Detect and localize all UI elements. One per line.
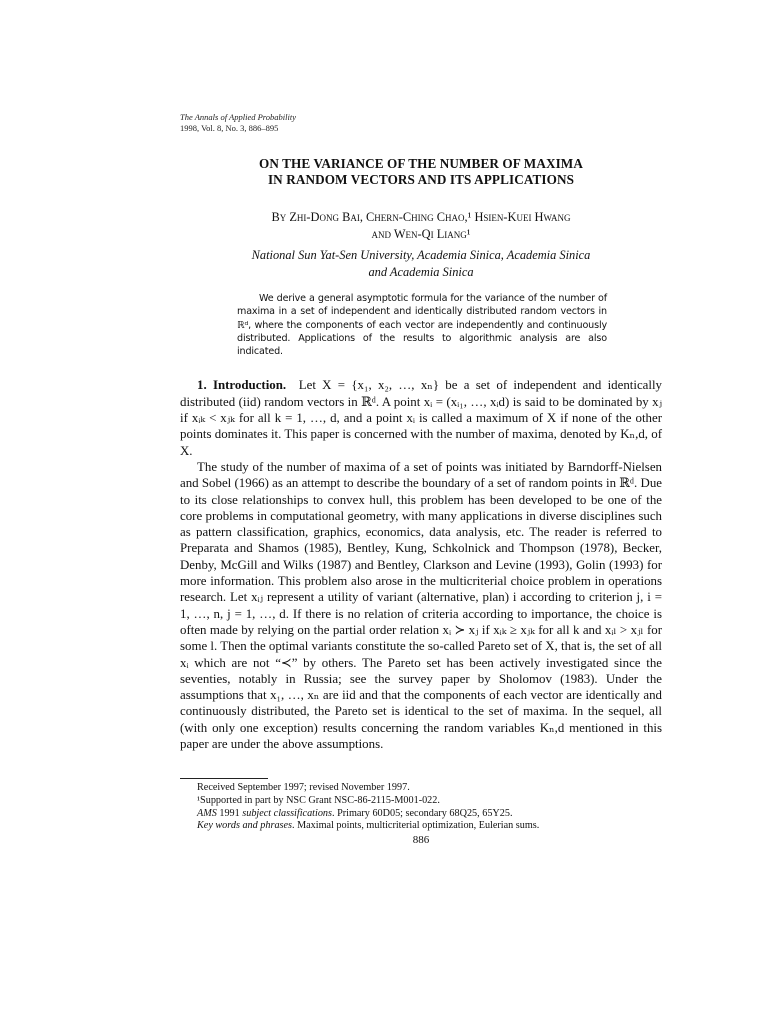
footnote-rule [180,778,268,779]
paragraph-1-text: Let X = {x₁, x₂, …, xₙ} be a set of independent and identically distributed (iid) random vectors in ℝᵈ. A point xᵢ = (xᵢ₁, …, xᵢd) is said to be dominated by xⱼ if xᵢₖ < xⱼₖ for all k = 1, …, d, and a point xᵢ is called a maximum of X if none of the other points dominates it. This paper is concerned with the number of maxima, denoted by Kₙ,d, of X. [180,378,662,458]
affiliation-line-2: and Academia Sinica [368,265,474,279]
paragraph-1 [180,377,662,458]
page-number: 886 [412,833,430,846]
introduction-section [180,377,662,752]
ams-label-2: subject classifications [242,807,332,819]
footnotes [180,782,662,832]
section-heading: 1. Introduction. [197,378,287,393]
journal-volume: 1998, Vol. 8, No. 3, 886–895 [180,123,279,133]
received-note: Received September 1997; revised November 1997. [197,782,410,794]
author-list [180,209,662,243]
authors-line-1: By Zhi-Dong Bai, Chern-Ching Chao,¹ Hsien-Kuei Hwang [271,210,571,224]
abstract: We derive a general asymptotic formula for the variance of the number of maxima in a set of independent and identically distributed random vectors in ℝᵈ, where the components of each vector are independently and continuously distributed. Applications of the results to algorithmic analysis are also indicated. [237,293,607,358]
keywords-label: Key words and phrases [197,820,292,832]
ams-classification [197,808,662,821]
keywords [197,820,662,833]
paper-title [180,156,662,188]
title-line-1: ON THE VARIANCE OF THE NUMBER OF MAXIMA [259,156,583,171]
ams-text: . Primary 60D05; secondary 68Q25, 65Y25. [331,807,513,819]
title-line-2: IN RANDOM VECTORS AND ITS APPLICATIONS [267,172,575,187]
ams-label: AMS [197,807,217,819]
journal-header [180,112,662,134]
affiliation [180,247,662,281]
authors-line-2: and Wen-Qi Liang¹ [371,227,471,241]
paper-page [180,112,662,846]
keywords-text: . Maximal points, multicriterial optimization, Eulerian sums. [292,820,540,832]
journal-name: The Annals of Applied Probability [180,112,297,122]
affiliation-line-1: National Sun Yat-Sen University, Academia Sinica, Academia Sinica [251,248,591,262]
paragraph-2: The study of the number of maxima of a set of points was initiated by Barndorff-Nielsen and Sobel (1966) as an attempt to describe the boundary of a set of random points in ℝᵈ. Due to its close relationships to convex hull, this problem has been developed to be one of the core problems in computational geometry, with many applications in diverse disciplines such as pattern classification, graphics, economics, data analysis, etc. The reader is referred to Preparata and Shamos (1985), Bentley, Kung, Schkolnick and Thompson (1978), Becker, Denby, McGill and Wilks (1987) and Bentley, Clarkson and Levine (1993), Golin (1993) for more information. This problem also arose in the multicriterial choice problem in operations research. Let xᵢⱼ represent a utility of variant (alternative, plan) i according to criterion j, i = 1, …, n, j = 1, …, d. If there is no relation of criteria according to importance, the choice is often made by relying on the partial order relation xᵢ ≻ xⱼ if xᵢₖ ≥ xⱼₖ for all k and xᵢₗ > xⱼₗ for some l. Then the optimal variants constitute the so-called Pareto set of X, that is, the set of all xᵢ which are not “≺” by others. The Pareto set has been actively investigated since the seventies, notably in Russia; see the survey paper by Sholomov (1983). Under the assumptions that x₁, …, xₙ are iid and that the components of each vector are identically and continuously distributed, the Pareto set is identical to the set of maxima. In the sequel, all (with only one exception) results concerning the random variables Kₙ,d mentioned in this paper are under the above assumptions. [180,459,662,752]
support-note: ¹Supported in part by NSC Grant NSC-86-2115-M001-022. [197,794,440,806]
ams-year: 1991 [216,807,243,819]
